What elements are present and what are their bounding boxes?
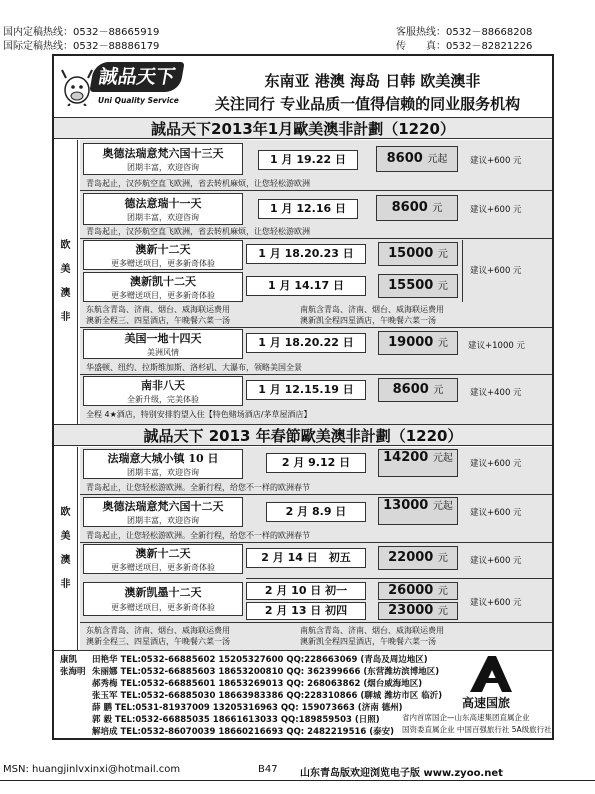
contact-row: 薛 鹏 TEL:0531-81937009 13205316963 QQ: 159073663 (济南 德州) <box>92 703 403 713</box>
route-note: 青岛起止，让您轻松游欧洲。全新行程，给您不一样的欧洲春节 <box>86 531 310 540</box>
departure-date: 1 月 19.22 日 <box>258 150 358 170</box>
route-note: 青岛起止，汉莎航空直飞欧洲，省去转机麻烦，让您轻松游欧洲 <box>86 179 310 188</box>
route-subtitle: 美洲风情 <box>147 348 179 357</box>
contact-row: 解培成 TEL:0532-86070039 18660216693 QQ: 2482219516 (泰安) <box>92 727 395 737</box>
suggest-fee: 建议+400 元 <box>470 388 522 398</box>
price-tag: 8600 元 <box>376 195 458 221</box>
route-note: 青岛起止，让您轻松游欧洲。全新行程，给您不一样的欧洲春节 <box>86 483 310 492</box>
row-divider <box>80 542 552 543</box>
route-name: 澳新十二天 <box>135 243 191 256</box>
route-name: 澳新凯十二天 <box>130 275 196 288</box>
row-divider <box>246 578 552 579</box>
price-tag: 15500 元 <box>378 274 458 298</box>
departure-date: 1 月 12.15.19 日 <box>246 380 366 400</box>
route-note: 南航含青岛、济南、烟台、威海联运费用 <box>300 305 444 314</box>
price-tag: 13000 元起 <box>378 497 458 525</box>
page-number: B47 <box>258 764 278 775</box>
column-divider <box>462 240 463 302</box>
section2-title: 誠品天下 2013 年春節歐美澳非計劃（1220） <box>143 427 463 445</box>
row-divider <box>80 374 552 375</box>
route-subtitle: 更多赠送项目，更多新奇体验 <box>111 259 215 268</box>
contact-manager: 康凯 <box>60 655 78 665</box>
route-subtitle: 团期丰富，欢迎咨询 <box>127 163 199 172</box>
route-name: 德法意瑞十一天 <box>124 197 202 210</box>
msn-contact: MSN: huangjinlvxinxi@hotmail.com <box>3 764 181 775</box>
departure-date: 2 月 13 日 初四 <box>246 602 366 620</box>
departure-date: 2 月 14 日 初五 <box>246 548 366 568</box>
row-divider <box>80 327 552 328</box>
route-subtitle: 团期丰富，欢迎咨询 <box>127 468 199 477</box>
route-note: 南航含青岛、济南、烟台、威海联运费用 <box>300 626 444 635</box>
route-name: 美国一地十四天 <box>124 332 202 345</box>
route-name: 南非八天 <box>141 379 185 392</box>
suggest-fee: 建议+600 元 <box>470 156 522 166</box>
suggest-fee: 建议+600 元 <box>470 598 522 608</box>
suggest-fee: 建议+600 元 <box>470 508 522 518</box>
price-tag: 23000 元 <box>378 602 458 620</box>
section1-title: 誠品天下2013年1月歐美澳非計劃（1220） <box>151 120 455 138</box>
route-name: 澳新十二天 <box>135 547 191 560</box>
price-tag: 8600 元 <box>378 378 458 402</box>
price-tag: 14200 元起 <box>378 449 458 477</box>
contact-row: 田艳华 TEL:0532-66885602 15205327600 QQ:228663069 (青岛及周边地区) <box>92 655 428 665</box>
logo-chinese-text: 誠品天下 <box>89 62 184 92</box>
price-tag: 19000 元 <box>378 331 458 355</box>
departure-date: 2 月 10 日 初一 <box>246 582 366 600</box>
route-note: 东航含青岛、济南、烟台、威海联运费用 <box>86 626 230 635</box>
route-subtitle: 全新升级，完美体验 <box>127 395 199 404</box>
route-name: 澳新凯墨十二天 <box>124 586 202 599</box>
route-subtitle: 更多赠送项目，更多新奇体验 <box>111 563 215 572</box>
section2-region-label: 欧 美 澳 非 <box>54 447 78 650</box>
suggest-fee: 建议+600 元 <box>470 556 522 566</box>
international-hotline: 国际定稿热线：0532－88886179 <box>3 41 160 52</box>
contact-row: 张玉军 TEL:0532-66885030 18663983386 QQ:228310866 (聊城 潍坊市区 临沂) <box>92 691 443 701</box>
departure-date: 1 月 18.20.23 日 <box>246 244 366 264</box>
agency-name: 高速国旅 <box>462 696 511 710</box>
route-name: 奥德法瑞意梵六国十三天 <box>102 147 224 160</box>
row-divider <box>80 494 552 495</box>
contact-row: 朱丽娜 TEL:0532-66885603 18653200810 QQ: 362399666 (东营潍坊滨博地区) <box>92 667 440 677</box>
route-name: 奥德法瑞意梵六国十二天 <box>102 500 224 513</box>
route-subtitle: 团期丰富，欢迎咨询 <box>127 213 199 222</box>
agency-logo-icon <box>466 654 516 694</box>
destinations-headline: 东南亚 港澳 海岛 日韩 欧美澳非 <box>264 72 481 90</box>
departure-date: 1 月 18.20.22 日 <box>246 333 366 353</box>
contacts-divider <box>54 650 552 651</box>
route-subtitle: 团期丰富，欢迎咨询 <box>127 516 199 525</box>
agency-tagline: 省内首席国企—山东高速集团直属企业 <box>402 713 530 722</box>
route-note: 澳新全程三、四星酒店，午晚餐六菜一汤 <box>86 637 230 646</box>
section1-region-label: 欧 美 澳 非 <box>54 140 78 424</box>
route-subtitle: 更多赠送项目，更多新奇体验 <box>111 291 215 300</box>
suggest-fee: 建议+1000 元 <box>468 341 525 351</box>
suggest-fee: 建议+600 元 <box>470 266 522 276</box>
footer-rule <box>0 780 595 781</box>
route-note: 澳新全程三、四星酒店，午晚餐六菜一汤 <box>86 316 230 325</box>
departure-date: 1 月 14.17 日 <box>246 276 366 296</box>
row-divider <box>80 622 552 623</box>
departure-date: 2 月 8.9 日 <box>266 502 366 522</box>
route-note: 澳新凯全程四星酒店，午晚餐六菜一汤 <box>300 637 436 646</box>
suggest-fee: 建议+600 元 <box>470 205 522 215</box>
route-note: 东航含青岛、济南、烟台、威海联运费用 <box>86 305 230 314</box>
brand-logo <box>58 60 188 112</box>
service-hotline: 客服热线：0532－88668208 <box>396 27 533 38</box>
row-divider <box>80 238 552 239</box>
price-tag: 26000 元 <box>378 582 458 600</box>
suggest-fee: 建议+600 元 <box>470 459 522 469</box>
price-tag: 22000 元 <box>378 546 458 570</box>
route-note: 华盛顿、纽约、拉斯维加斯、洛杉矶、大瀑布，领略美国全景 <box>86 363 302 372</box>
contact-row: 郭 毅 TEL:0532-66885035 18661613033 QQ:189859503 (日照) <box>92 715 380 725</box>
route-note: 青岛起止，汉莎航空直飞欧洲，省去转机麻烦，让您轻松游欧洲 <box>86 227 310 236</box>
departure-date: 2 月 9.12 日 <box>266 453 366 473</box>
logo-english-text: Uni Quality Service <box>98 96 179 105</box>
row-divider <box>80 190 552 191</box>
contact-manager: 张海明 <box>60 667 86 677</box>
fax-number: 传 真：0532－82821226 <box>396 41 533 52</box>
slogan-headline: 关注同行 专业品质一值得信赖的同业服务机构 <box>214 95 521 113</box>
price-tag: 15000 元 <box>378 242 458 266</box>
departure-date: 1 月 12.16 日 <box>258 199 358 219</box>
domestic-hotline: 国内定稿热线：0532－88665919 <box>3 27 160 38</box>
price-tag: 8600 元起 <box>376 146 458 172</box>
cow-mascot-icon <box>60 66 94 106</box>
route-name: 法瑞意大城小镇 10 日 <box>107 452 219 465</box>
contact-row: 郝秀梅 TEL:0532-66885601 18653269013 QQ: 268063862 (烟台威海地区) <box>92 679 423 689</box>
route-note: 全程 4★酒店，特别安排豹望入住【特色赌场酒店/茅草屋酒店】 <box>86 410 312 419</box>
route-subtitle: 更多赠送项目，更多新奇体验 <box>111 603 215 612</box>
route-note: 澳新凯全程四星酒店，午晚餐六菜一汤 <box>300 316 436 325</box>
footer-slogan: 山东青岛版欢迎浏览电子版 www.zyoo.net <box>300 768 503 779</box>
agency-tagline: 国资委直属企业 中国百强旅行社 5A级旅行社 <box>402 725 552 734</box>
